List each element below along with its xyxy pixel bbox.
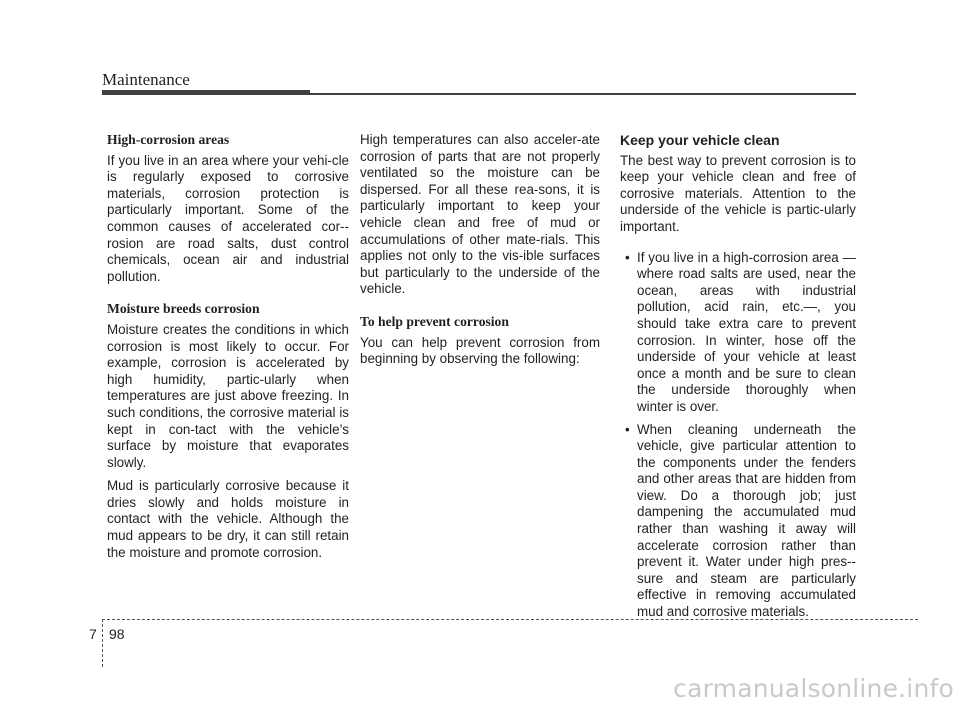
header-rule-thick xyxy=(102,90,310,95)
heading-help-prevent-corrosion: To help prevent corrosion xyxy=(360,313,509,329)
bullet-text-high-corrosion-area: If you live in a high-corrosion area — where road salts are used, near the ocean, areas with industrial pollution, acid rain, etc.—, you should take extra care to prevent corrosion. In winter, hose off the underside of your vehicle at least once a month and be sure to clean the underside thoroughly when winter is over. xyxy=(637,249,856,414)
heading-high-corrosion-areas: High-corrosion areas xyxy=(107,132,230,147)
paragraph-moisture: Moisture creates the conditions in which corrosion is most likely to occur. For example, corrosion is accelerated by high humidity, partic-ularly when temperatures are just above freezing. In such conditions, the corrosive material is kept in con-tact with the vehicle’s surface by moisture that evaporates slowly. xyxy=(107,321,349,470)
column-2 xyxy=(360,132,600,375)
list-item xyxy=(620,422,856,621)
column-1 xyxy=(107,132,349,568)
list-item xyxy=(620,250,856,416)
page-number: 98 xyxy=(109,626,125,642)
bullet-icon: • xyxy=(625,249,630,265)
column-3 xyxy=(620,132,856,627)
paragraph-prevent-corrosion: You can help prevent corrosion from beginning by observing the following: xyxy=(360,334,600,367)
bullet-icon: • xyxy=(625,421,630,437)
paragraph-high-corrosion: If you live in an area where your vehi-cle is regularly exposed to corrosive materials, corrosion protection is particularly important. Some of the common causes of accelerated cor-rosion are road salts, dust control chemicals, ocean air and industrial pollution. xyxy=(107,152,349,284)
bullet-list xyxy=(620,250,856,621)
watermark: carmanualsonline.info xyxy=(673,674,954,703)
paragraph-keep-clean: The best way to prevent corrosion is to keep your vehicle clean and free of corrosive materials. Attention to the underside of the vehicle is partic-ularly important. xyxy=(620,152,856,234)
footer-vertical-dashed-rule xyxy=(102,619,103,667)
paragraph-high-temperatures: High temperatures can also acceler-ate corrosion of parts that are not properly ventilated so the moisture can be dispersed. For all these rea-sons, it is particularly important to keep your vehicle clean and free of mud or accumulations of other mate-rials. This applies not only to the vis-ible surfaces but particularly to the underside of the vehicle. xyxy=(360,132,600,297)
heading-moisture-breeds-corrosion: Moisture breeds corrosion xyxy=(107,301,260,317)
bullet-text-cleaning-underneath: When cleaning underneath the vehicle, give particular attention to the components under the fenders and other areas that are hidden from view. Do a thorough job; just dampening the accumulated mud rather than washing it away will accelerate corrosion rather than prevent it. Water under high pres-sure and steam are particularly effective in removing accumulated mud and corrosive materials. xyxy=(637,421,856,620)
footer-dashed-rule xyxy=(102,619,918,620)
chapter-number: 7 xyxy=(89,626,97,642)
paragraph-mud: Mud is particularly corrosive because it dries slowly and holds moisture in contact with the vehicle. Although the mud appears to be dry, it can still retain the moisture and promote corrosion. xyxy=(107,478,349,560)
page-header-title: Maintenance xyxy=(102,70,190,89)
header-rule-thin xyxy=(310,93,856,95)
heading-keep-vehicle-clean: Keep your vehicle clean xyxy=(620,132,780,148)
